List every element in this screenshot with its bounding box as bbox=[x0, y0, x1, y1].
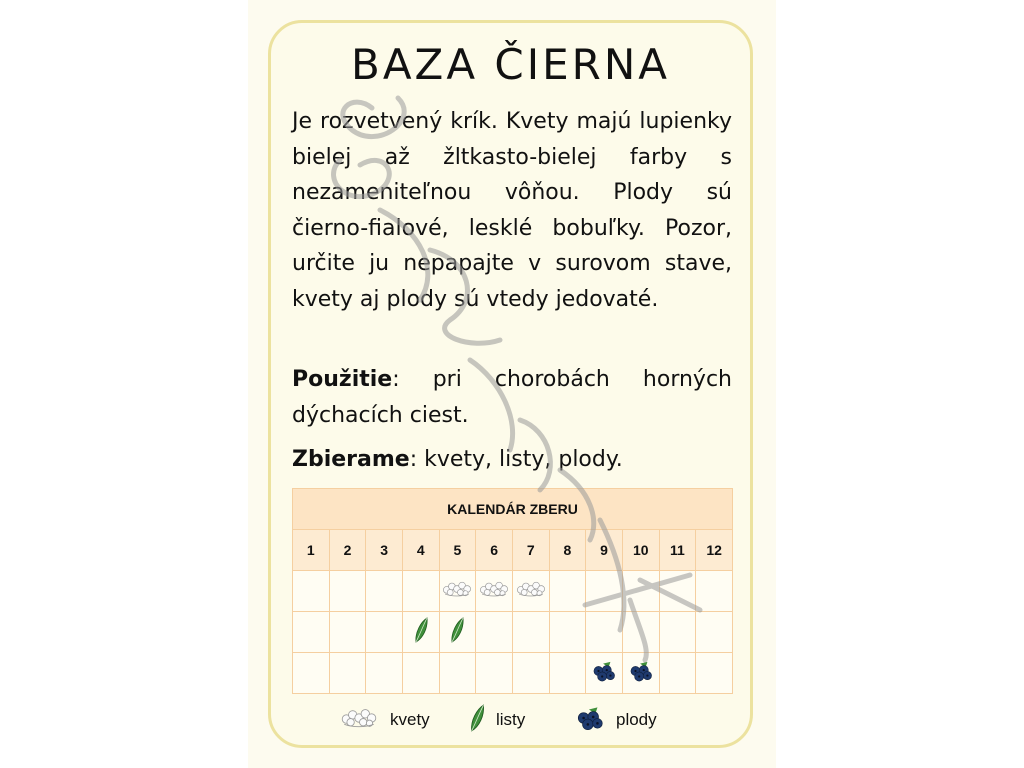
calendar-cell bbox=[696, 571, 733, 612]
month-header-5: 5 bbox=[439, 530, 476, 571]
calendar-cell bbox=[439, 612, 476, 653]
calendar-cell bbox=[293, 612, 330, 653]
month-header-1: 1 bbox=[293, 530, 330, 571]
flower-icon bbox=[338, 706, 380, 735]
month-header-6: 6 bbox=[476, 530, 513, 571]
calendar-cell bbox=[366, 571, 403, 612]
flower-icon bbox=[514, 579, 548, 604]
month-header-3: 3 bbox=[366, 530, 403, 571]
calendar-body bbox=[293, 571, 733, 694]
flower-icon bbox=[477, 579, 511, 604]
collect-text: : kvety, listy, plody. bbox=[409, 447, 623, 472]
calendar-cell bbox=[622, 612, 659, 653]
calendar-row-listy bbox=[293, 612, 733, 653]
calendar-cell bbox=[659, 653, 696, 694]
calendar-cell bbox=[476, 612, 513, 653]
calendar-cell bbox=[329, 571, 366, 612]
legend-leaves-label: listy bbox=[496, 710, 526, 729]
calendar-cell bbox=[476, 571, 513, 612]
calendar-cell bbox=[293, 653, 330, 694]
legend-flowers-label: kvety bbox=[390, 710, 430, 729]
calendar-cell bbox=[622, 571, 659, 612]
month-header-2: 2 bbox=[329, 530, 366, 571]
calendar-cell bbox=[586, 571, 623, 612]
legend-item-flowers bbox=[338, 704, 430, 736]
calendar-cell bbox=[512, 571, 549, 612]
calendar-cell bbox=[659, 571, 696, 612]
month-header-7: 7 bbox=[512, 530, 549, 571]
legend-item-leaves bbox=[468, 704, 525, 736]
calendar-cell bbox=[512, 612, 549, 653]
calendar-cell bbox=[476, 653, 513, 694]
month-header-4: 4 bbox=[402, 530, 439, 571]
calendar-cell bbox=[439, 571, 476, 612]
leaf-icon bbox=[413, 616, 429, 649]
usage-text: : pri chorobách horných dýchacích ciest. bbox=[292, 367, 732, 428]
month-header-10: 10 bbox=[622, 530, 659, 571]
calendar-row-plody bbox=[293, 653, 733, 694]
berry-icon bbox=[574, 705, 606, 736]
flower-icon bbox=[440, 579, 474, 604]
collect-paragraph bbox=[292, 442, 732, 478]
calendar-cell bbox=[366, 612, 403, 653]
calendar-cell bbox=[586, 653, 623, 694]
calendar-cell bbox=[696, 653, 733, 694]
legend bbox=[338, 704, 738, 736]
calendar-cell bbox=[622, 653, 659, 694]
harvest-calendar bbox=[292, 488, 733, 694]
legend-berries-label: plody bbox=[616, 710, 657, 729]
usage-label: Použitie bbox=[292, 367, 393, 392]
calendar-cell bbox=[512, 653, 549, 694]
berry-icon bbox=[627, 660, 655, 687]
calendar-cell bbox=[366, 653, 403, 694]
legend-item-berries bbox=[574, 704, 657, 736]
card-title: BAZA ČIERNA bbox=[351, 40, 670, 89]
calendar-month-row bbox=[293, 530, 733, 571]
calendar-cell bbox=[659, 612, 696, 653]
month-header-11: 11 bbox=[659, 530, 696, 571]
month-header-12: 12 bbox=[696, 530, 733, 571]
berry-icon bbox=[590, 660, 618, 687]
calendar-cell bbox=[549, 571, 586, 612]
month-header-9: 9 bbox=[586, 530, 623, 571]
calendar-cell bbox=[402, 612, 439, 653]
calendar-cell bbox=[329, 653, 366, 694]
calendar-cell bbox=[402, 571, 439, 612]
usage-paragraph bbox=[292, 362, 732, 433]
calendar-cell bbox=[586, 612, 623, 653]
month-header-8: 8 bbox=[549, 530, 586, 571]
description-text: Je rozvetvený krík. Kvety majú lupienky bielej až žltkasto-bielej farby s nezameniteľnou vôňou. Plody sú čierno-fialové, lesklé bobuľky. Pozor, určite ju nepapajte v surovom stave, kvety aj plody sú vtedy jedovaté. bbox=[292, 109, 732, 312]
leaf-icon bbox=[449, 616, 465, 649]
calendar-cell bbox=[439, 653, 476, 694]
calendar-cell bbox=[329, 612, 366, 653]
calendar-cell bbox=[402, 653, 439, 694]
calendar-cell bbox=[696, 612, 733, 653]
calendar-cell bbox=[549, 653, 586, 694]
calendar-row-kvety bbox=[293, 571, 733, 612]
calendar-cell bbox=[293, 571, 330, 612]
leaf-icon bbox=[468, 703, 486, 738]
calendar-cell bbox=[549, 612, 586, 653]
calendar-title: KALENDÁR ZBERU bbox=[293, 489, 733, 530]
collect-label: Zbierame bbox=[292, 447, 410, 472]
